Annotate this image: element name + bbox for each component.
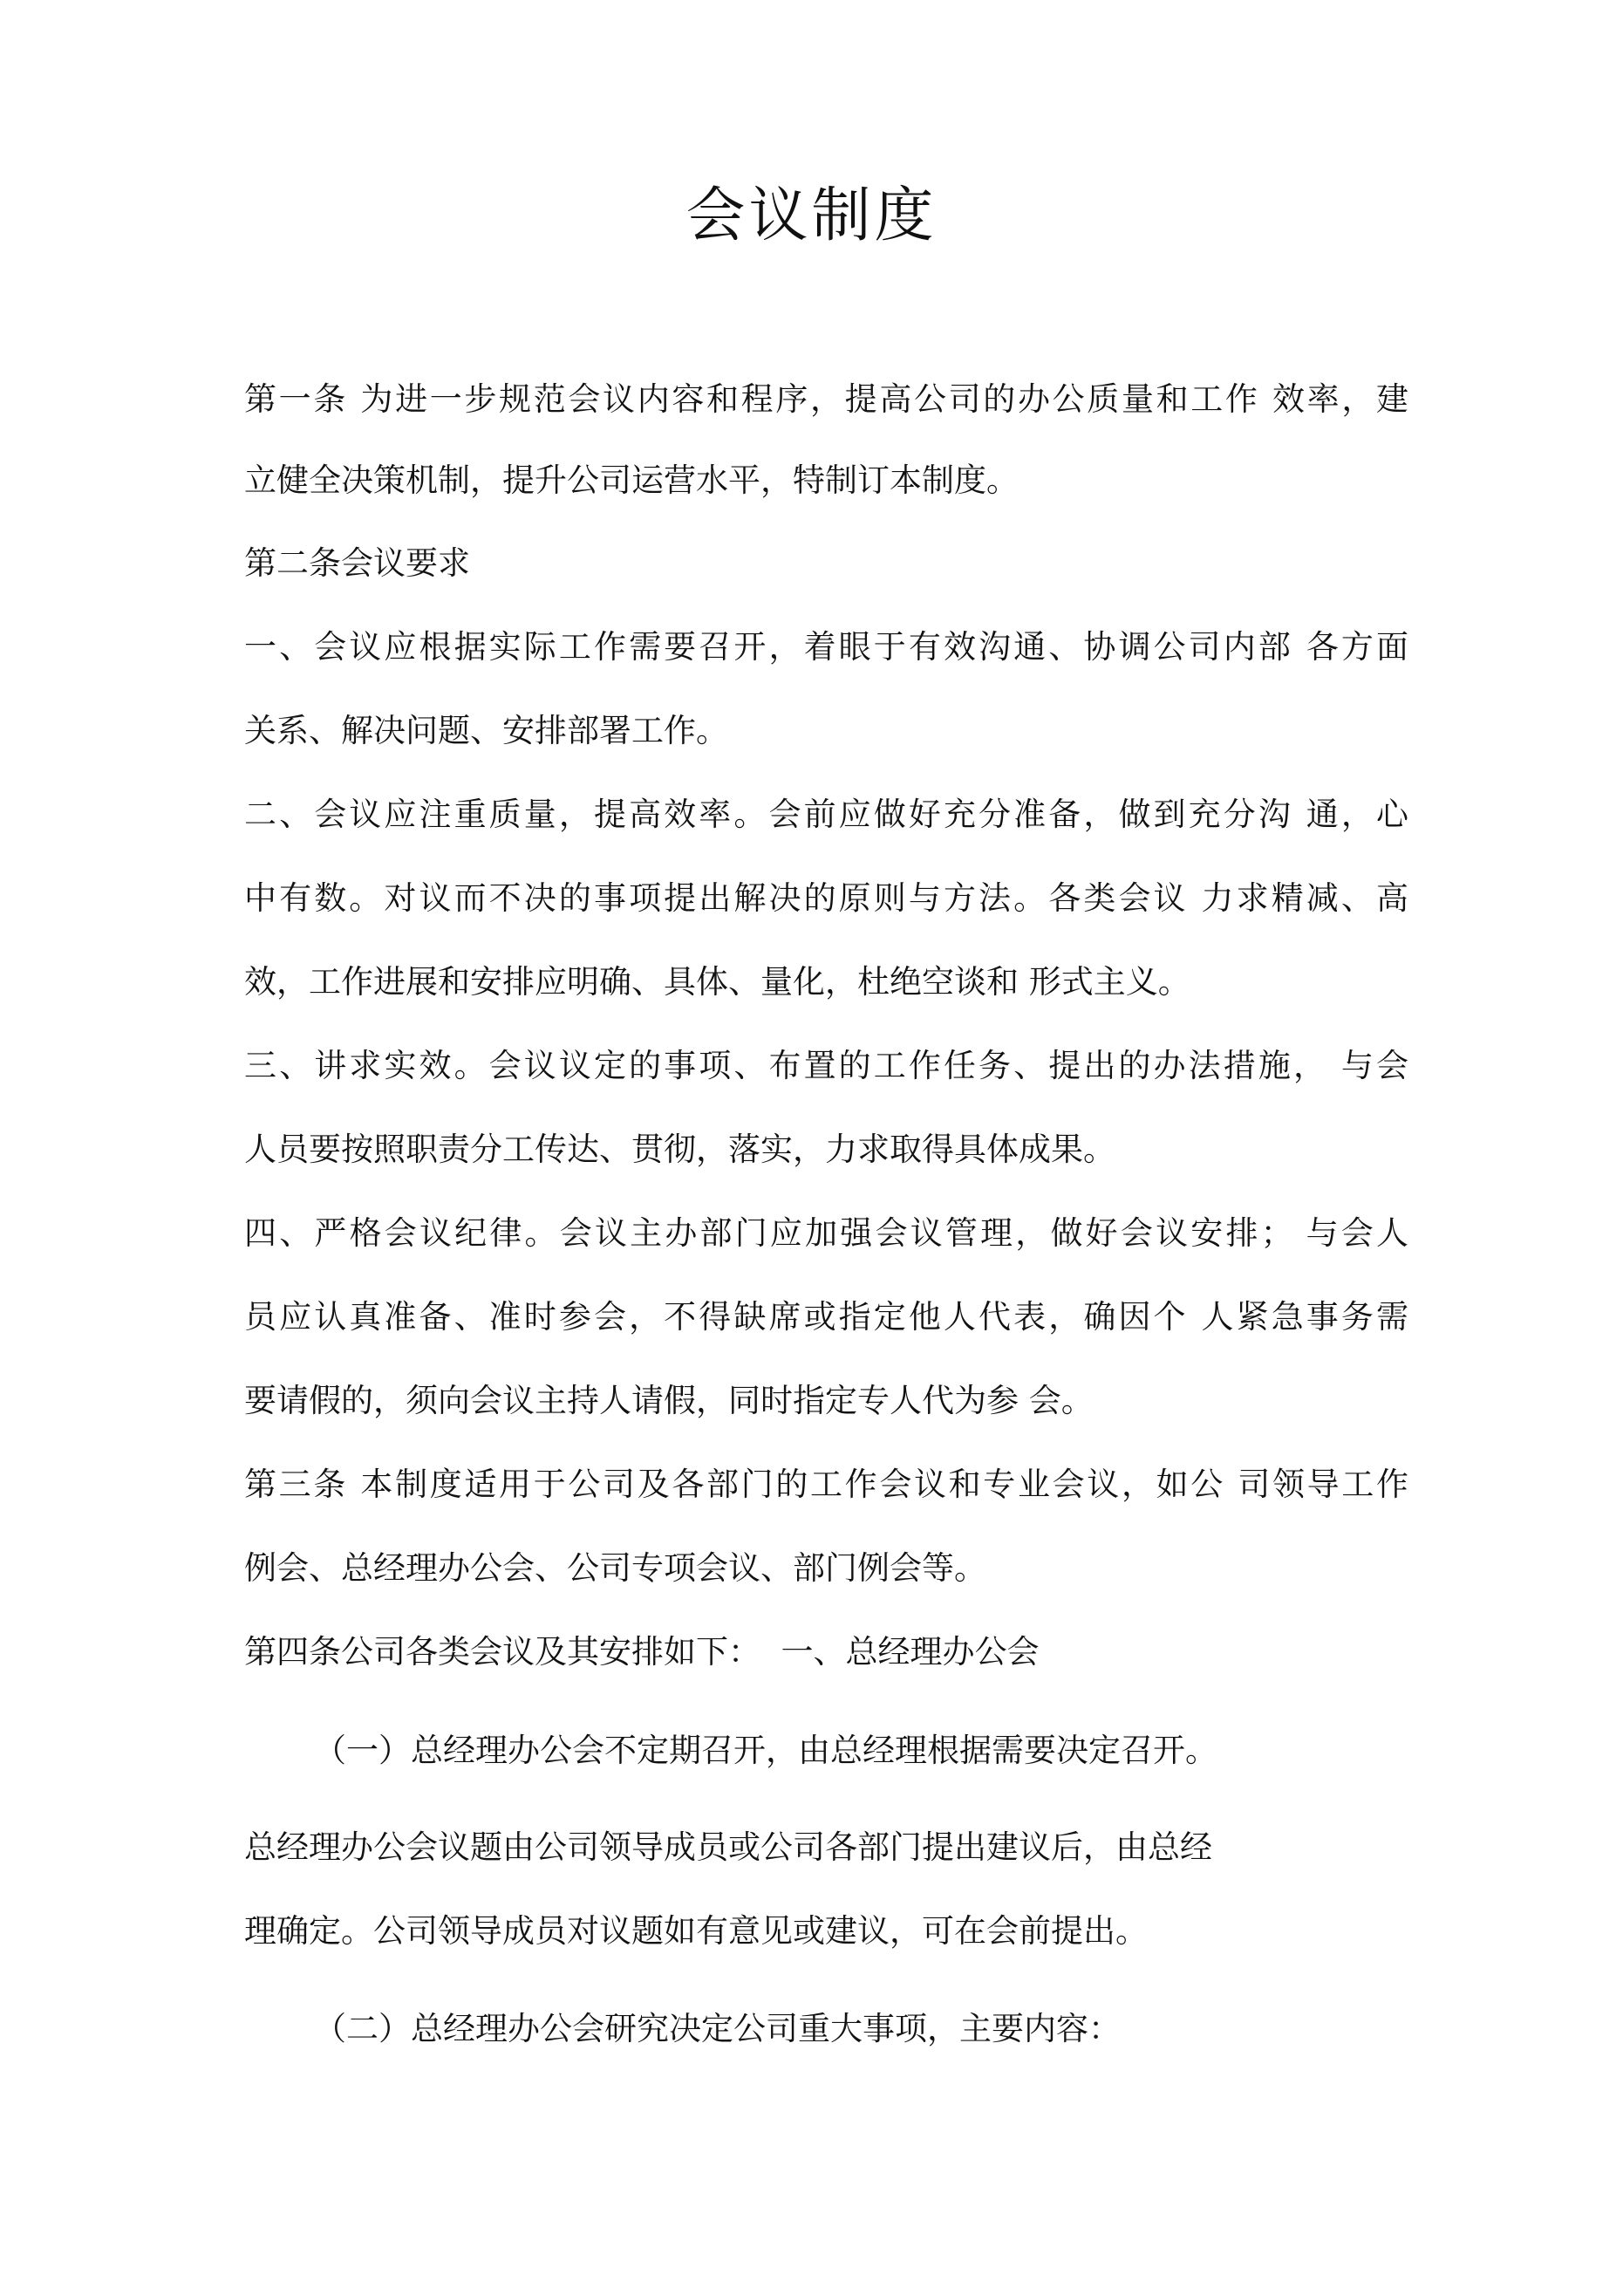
paragraph-line: 例会、总经理办公会、公司专项会议、部门例会等。 xyxy=(244,1549,986,1587)
paragraph-line: 四、严格会议纪律。会议主办部门应加强会议管理，做好会议安排； 与会人 xyxy=(244,1214,1408,1252)
paragraph-line: 效，工作进展和安排应明确、具体、量化，杜绝空谈和 形式主义。 xyxy=(244,963,1190,1001)
paragraph-line: 中有数。对议而不决的事项提出解决的原则与方法。各类会议 力求精减、高 xyxy=(244,879,1408,917)
paragraph-line: 三、讲求实效。会议议定的事项、布置的工作任务、提出的办法措施， 与会 xyxy=(244,1047,1408,1084)
document-title: 会议制度 xyxy=(685,181,938,250)
paragraph-line: 人员要按照职责分工传达、贯彻，落实，力求取得具体成果。 xyxy=(244,1131,1115,1168)
paragraph-line: 关系、解决问题、安排部署工作。 xyxy=(244,712,728,749)
paragraph-line: 第一条 为进一步规范会议内容和程序，提高公司的办公质量和工作 效率，建 xyxy=(244,380,1408,418)
paragraph-line: （二）总经理办公会研究决定公司重大事项，主要内容： xyxy=(314,2010,1121,2047)
paragraph-line: 第二条会议要求 xyxy=(244,544,470,582)
paragraph-line: 第四条公司各类会议及其安排如下： 一、总经理办公会 xyxy=(244,1633,1040,1671)
paragraph-line: 总经理办公会议题由公司领导成员或公司各部门提出建议后，由总经 xyxy=(244,1828,1212,1866)
paragraph-line: 理确定。公司领导成员对议题如有意见或建议，可在会前提出。 xyxy=(244,1912,1148,1950)
paragraph-line: 员应认真准备、准时参会，不得缺席或指定他人代表，确因个 人紧急事务需 xyxy=(244,1298,1408,1336)
paragraph-line: 立健全决策机制，提升公司运营水平，特制订本制度。 xyxy=(244,461,1019,499)
paragraph-line: 要请假的，须向会议主持人请假，同时指定专人代为参 会。 xyxy=(244,1382,1094,1419)
paragraph-line: 一、会议应根据实际工作需要召开，着眼于有效沟通、协调公司内部 各方面 xyxy=(244,628,1408,666)
paragraph-line: 二、会议应注重质量，提高效率。会前应做好充分准备，做到充分沟 通，心 xyxy=(244,796,1408,833)
paragraph-line: 第三条 本制度适用于公司及各部门的工作会议和专业会议，如公 司领导工作 xyxy=(244,1466,1408,1503)
paragraph-line: （一）总经理办公会不定期召开，由总经理根据需要决定召开。 xyxy=(314,1732,1217,1769)
